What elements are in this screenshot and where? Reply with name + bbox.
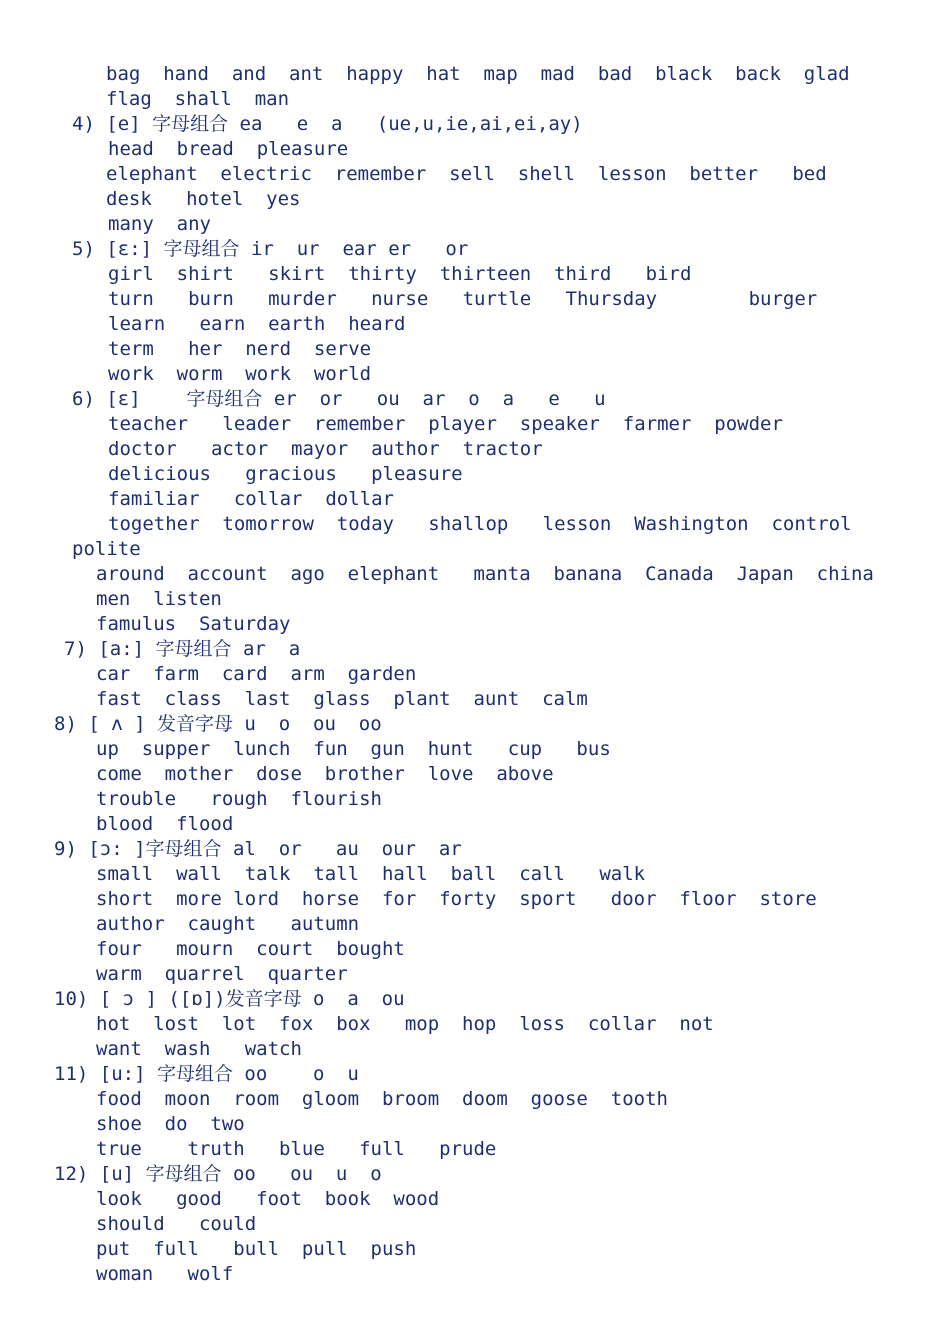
- word-line: true truth blue full prude: [96, 1138, 497, 1160]
- word-line: men listen: [96, 588, 222, 610]
- word-line: desk hotel yes: [106, 188, 301, 210]
- word-line: polite: [72, 538, 141, 560]
- word-line: work worm work world: [108, 363, 372, 385]
- section-heading: 12) [u] 字母组合 oo ou u o: [54, 1163, 382, 1185]
- word-line: elephant electric remember sell shell lesson better bed: [106, 163, 827, 185]
- word-line: famulus Saturday: [96, 613, 291, 635]
- word-line: woman wolf: [96, 1263, 234, 1285]
- word-line: turn burn murder nurse turtle Thursday burger: [108, 288, 818, 310]
- section-heading: 9) [ɔ: ]字母组合 al or au our ar: [54, 838, 462, 860]
- word-line: many any: [108, 213, 211, 235]
- word-line: delicious gracious pleasure: [108, 463, 463, 485]
- word-line: look good foot book wood: [96, 1188, 440, 1210]
- word-line: short more lord horse for forty sport door floor store: [96, 888, 817, 910]
- word-line: trouble rough flourish: [96, 788, 382, 810]
- section-heading: 11) [u:] 字母组合 oo o u: [54, 1063, 359, 1085]
- section-heading: 5) [ɛ:] 字母组合 ir ur ear er or: [72, 238, 469, 260]
- word-line: come mother dose brother love above: [96, 763, 554, 785]
- word-line: together tomorrow today shallop lesson Washington control: [108, 513, 852, 535]
- word-line: around account ago elephant manta banana Canada Japan china: [96, 563, 874, 585]
- section-heading: 10) [ ɔ ] ([ɒ])发音字母 o a ou: [54, 988, 405, 1010]
- word-line: shoe do two: [96, 1113, 245, 1135]
- word-line: should could: [96, 1213, 257, 1235]
- word-line: up supper lunch fun gun hunt cup bus: [96, 738, 611, 760]
- word-line: food moon room gloom broom doom goose tooth: [96, 1088, 668, 1110]
- word-line: flag shall man: [106, 88, 290, 110]
- word-line: small wall talk tall hall ball call walk: [96, 863, 646, 885]
- word-line: teacher leader remember player speaker farmer powder: [108, 413, 783, 435]
- word-line: four mourn court bought: [96, 938, 405, 960]
- word-line: warm quarrel quarter: [96, 963, 348, 985]
- section-heading: 7) [a:] 字母组合 ar a: [64, 638, 301, 660]
- word-line: learn earn earth heard: [108, 313, 406, 335]
- word-line: put full bull pull push: [96, 1238, 417, 1260]
- section-heading: 8) [ ʌ ] 发音字母 u o ou oo: [54, 713, 382, 735]
- word-line: hot lost lot fox box mop hop loss collar not: [96, 1013, 714, 1035]
- word-line: author caught autumn: [96, 913, 360, 935]
- word-line: fast class last glass plant aunt calm: [96, 688, 588, 710]
- word-line: blood flood: [96, 813, 234, 835]
- word-line: girl shirt skirt thirty thirteen third bird: [108, 263, 692, 285]
- word-line: head bread pleasure: [108, 138, 349, 160]
- word-line: doctor actor mayor author tractor: [108, 438, 543, 460]
- word-line: want wash watch: [96, 1038, 302, 1060]
- word-line: familiar collar dollar: [108, 488, 394, 510]
- section-heading: 4) [e] 字母组合 ea e a (ue,u,ie,ai,ei,ay): [72, 113, 583, 135]
- section-heading: 6) [ɛ] 字母组合 er or ou ar o a e u: [72, 388, 606, 410]
- word-line: term her nerd serve: [108, 338, 372, 360]
- word-line: bag hand and ant happy hat map mad bad black back glad: [106, 63, 850, 85]
- word-line: car farm card arm garden: [96, 663, 417, 685]
